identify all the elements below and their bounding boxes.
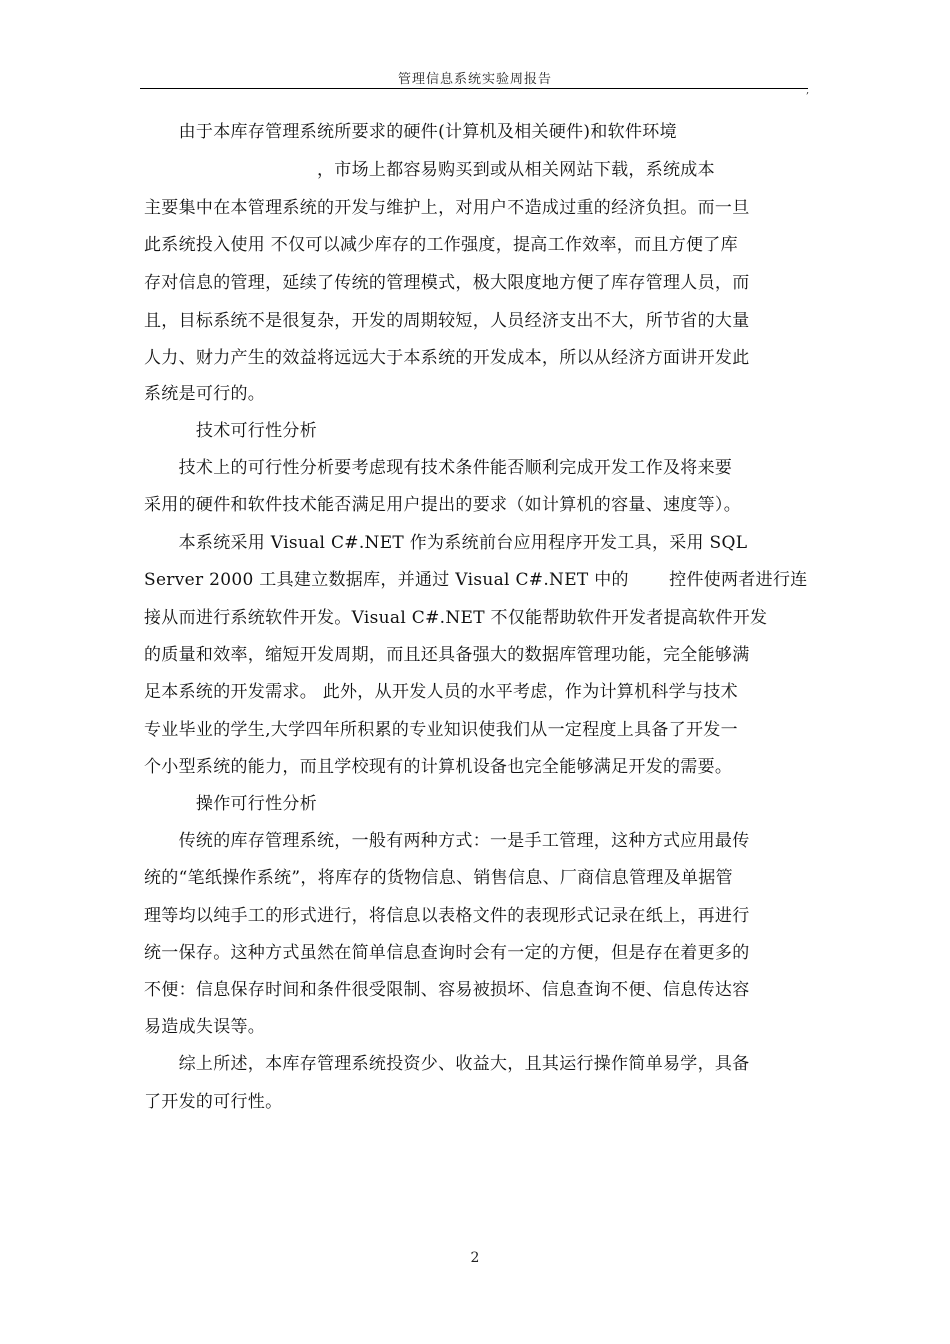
body-line: 人力、财力产生的效益将远远大于本系统的开发成本，所以从经济方面讲开发此 bbox=[144, 348, 750, 368]
section-heading: 技术可行性分析 bbox=[144, 421, 317, 441]
body-line: 易造成失误等。 bbox=[144, 1017, 266, 1037]
body-line: 接从而进行系统软件开发。Visual C#.NET 不仅能帮助软件开发者提高软件开发 bbox=[144, 608, 768, 628]
page-header: 管理信息系统实验周报告 bbox=[397, 72, 552, 87]
body-line: 足本系统的开发需求。 此外，从开发人员的水平考虑，作为计算机科学与技术 bbox=[144, 682, 738, 702]
body-line: 传统的库存管理系统，一般有两种方式：一是手工管理，这种方式应用最传 bbox=[144, 831, 750, 851]
body-line: 个小型系统的能力，而且学校现有的计算机设备也完全能够满足开发的需要。 bbox=[144, 757, 733, 777]
body-line: 存对信息的管理，延续了传统的管理模式，极大限度地方便了库存管理人员，而 bbox=[144, 273, 750, 293]
body-line: 技术上的可行性分析要考虑现有技术条件能否顺利完成开发工作及将来要 bbox=[144, 458, 733, 478]
body-line: 此系统投入使用 不仅可以减少库存的工作强度，提高工作效率，而且方便了库 bbox=[144, 235, 738, 255]
body-line: 的质量和效率，缩短开发周期，而且还具备强大的数据库管理功能，完全能够满 bbox=[144, 645, 750, 665]
body-line: 系统是可行的。 bbox=[144, 384, 266, 404]
body-line: 主要集中在本管理系统的开发与维护上，对用户不造成过重的经济负担。而一旦 bbox=[144, 198, 750, 218]
body-line: 且，目标系统不是很复杂，开发的周期较短，人员经济支出不大，所节省的大量 bbox=[144, 311, 750, 331]
header-rule bbox=[140, 88, 808, 89]
body-line: 本系统采用 Visual C#.NET 作为系统前台应用程序开发工具，采用 SQL bbox=[144, 533, 748, 553]
body-line: Server 2000 工具建立数据库，并通过 Visual C#.NET 中的 控件使两者进行连 bbox=[144, 570, 808, 590]
section-heading: 操作可行性分析 bbox=[144, 794, 317, 814]
body-line: 不便：信息保存时间和条件很受限制、容易被损坏、信息查询不便、信息传达容 bbox=[144, 980, 750, 1000]
page-number: 2 bbox=[470, 1250, 480, 1266]
body-line: 了开发的可行性。 bbox=[144, 1092, 283, 1112]
body-line: 统一保存。这种方式虽然在简单信息查询时会有一定的方便，但是存在着更多的 bbox=[144, 943, 750, 963]
body-line: 采用的硬件和软件技术能否满足用户提出的要求（如计算机的容量、速度等）。 bbox=[144, 495, 741, 515]
body-line: 理等均以纯手工的形式进行，将信息以表格文件的表现形式记录在纸上，再进行 bbox=[144, 906, 750, 926]
body-line: 专业毕业的学生,大学四年所积累的专业知识使我们从一定程度上具备了开发一 bbox=[144, 720, 738, 740]
body-line: 综上所述，本库存管理系统投资少、收益大，且其运行操作简单易学，具备 bbox=[144, 1054, 750, 1074]
body-line: 统的“笔纸操作系统”，将库存的货物信息、销售信息、厂商信息管理及单据管 bbox=[144, 868, 733, 888]
header-rule-mark: , bbox=[806, 85, 810, 96]
body-line: 由于本库存管理系统所要求的硬件(计算机及相关硬件)和软件环境 bbox=[144, 122, 677, 142]
body-line: ，市场上都容易购买到或从相关网站下载，系统成本 bbox=[144, 160, 715, 180]
